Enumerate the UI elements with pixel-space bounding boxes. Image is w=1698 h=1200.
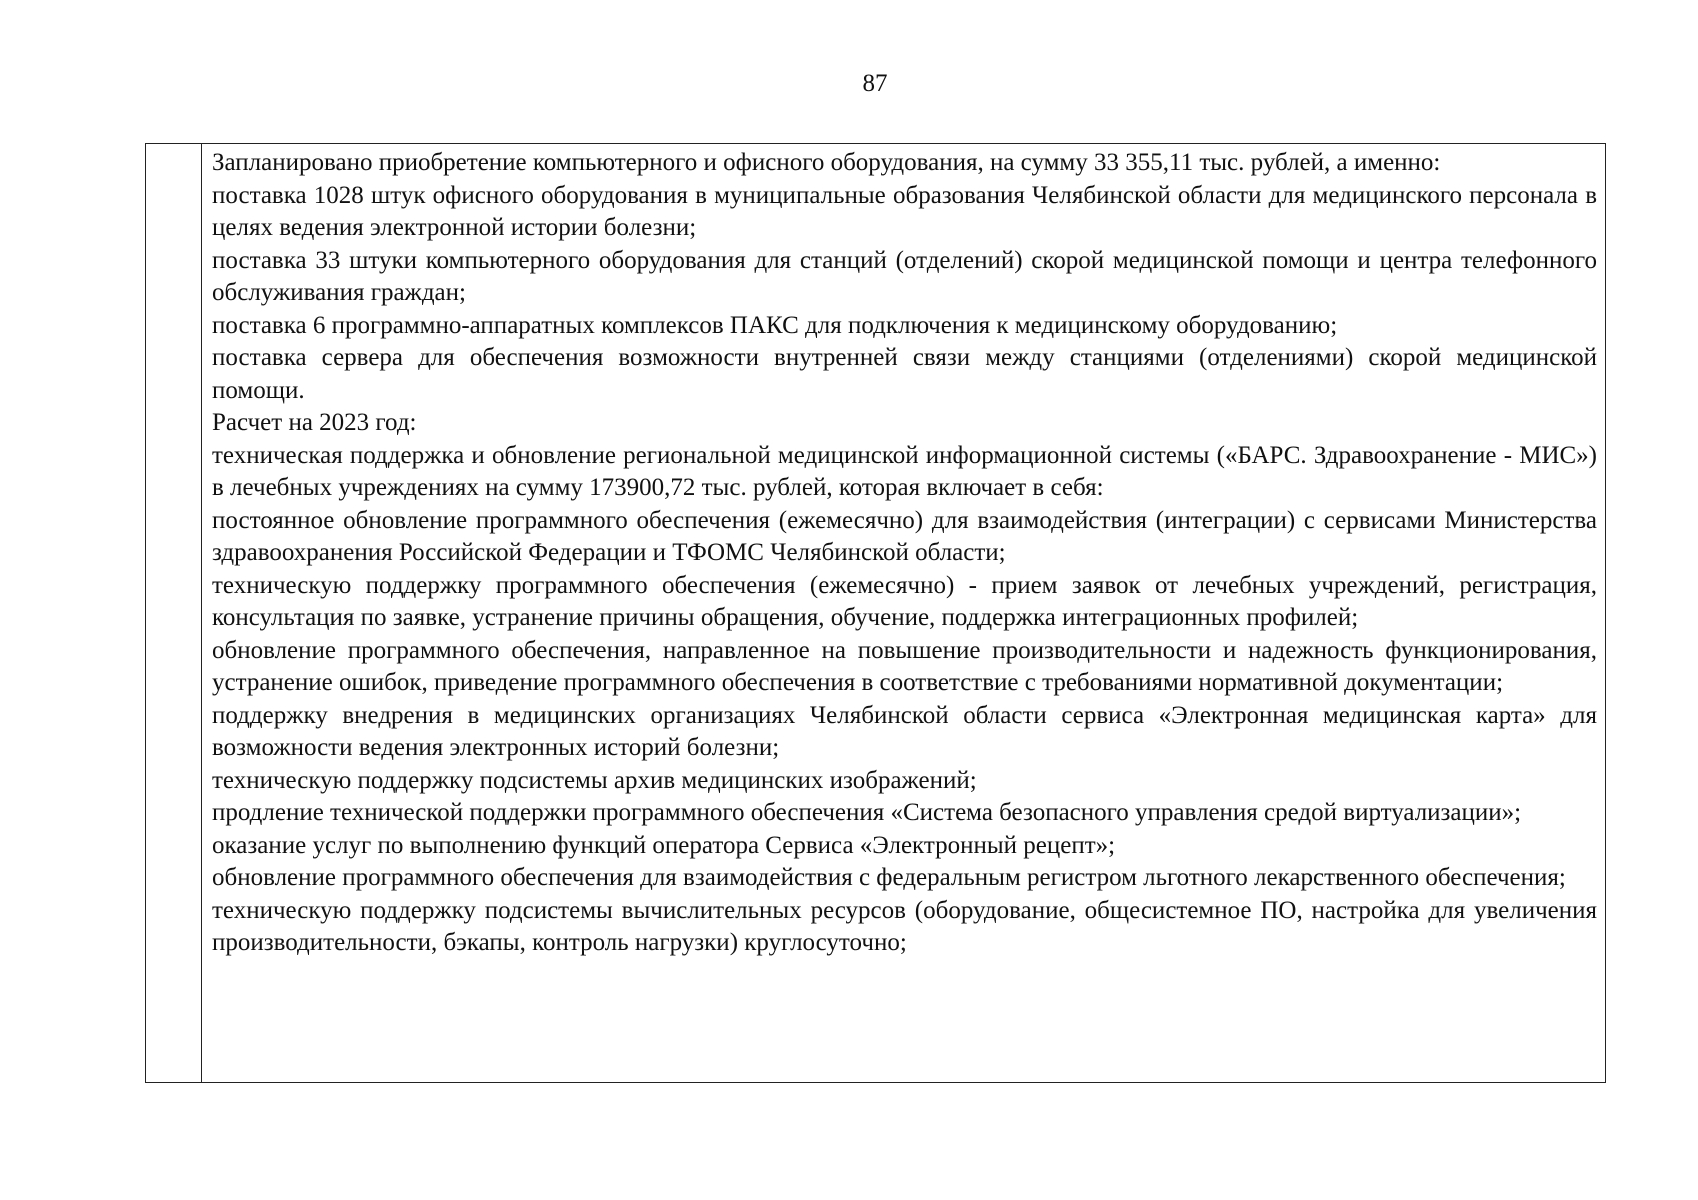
paragraph-computer-equipment: поставка 33 штуки компьютерного оборудования для станций (отделений) скорой медицинской помощи и центра телефонного обслуживания граждан; (212, 246, 1597, 306)
paragraph-performance-update: обновление программного обеспечения, направленное на повышение производительности и надежность функционирования, устранение ошибок, приведение программного обеспечения в соответствие с требованиями нормативной документации; (212, 636, 1597, 696)
paragraph-emk: поддержку внедрения в медицинских организациях Челябинской области сервиса «Электронная медицинская карта» для возможности ведения электронных историй болезни; (212, 701, 1597, 761)
paragraph-calc-2023: Расчет на 2023 год: (212, 409, 417, 436)
paragraph-software-update: постоянное обновление программного обеспечения (ежемесячно) для взаимодействия (интеграции) с сервисами Министерства здравоохранения Российской Федерации и ТФОМС Челябинской области; (212, 506, 1597, 566)
paragraph-computing-resources: техническую поддержку подсистемы вычислительных ресурсов (оборудование, общесистемное ПО, настройка для увеличения производительности, бэкапы, контроль нагрузки) круглосуточно; (212, 896, 1597, 956)
paragraph-office-equipment: поставка 1028 штук офисного оборудования в муниципальные образования Челябинской области для медицинского персонала в целях ведения электронной истории болезни; (212, 181, 1597, 241)
paragraph-federal-register: обновление программного обеспечения для взаимодействия с федеральным регистром льготного лекарственного обеспечения; (212, 864, 1566, 891)
content-table (145, 143, 1606, 1083)
paragraph-server: поставка сервера для обеспечения возможности внутренней связи между станциями (отделениями) скорой медицинской помощи. (212, 344, 1597, 404)
page-number: 87 (862, 70, 888, 97)
paragraph-e-recipe: оказание услуг по выполнению функций оператора Сервиса «Электронный рецепт»; (212, 831, 1116, 859)
paragraph-tech-support: техническую поддержку программного обеспечения (ежемесячно) - прием заявок от лечебных учреждений, регистрация, консультация по заявке, устранение причины обращения, обучение, поддержка интеграционных профилей; (212, 571, 1597, 631)
paragraph-bars-support: техническая поддержка и обновление региональной медицинской информационной системы («БАРС. Здравоохранение - МИС») в лечебных учреждениях на сумму 173900,72 тыс. рублей, которая включает в себя: (212, 441, 1597, 501)
table-text-column (202, 144, 1605, 1082)
paragraph-virtualization: продление технической поддержки программного обеспечения «Система безопасного управления средой виртуализации»; (212, 799, 1522, 826)
paragraph-paks: поставка 6 программно-аппаратных комплексов ПАКС для подключения к медицинскому оборудованию; (212, 311, 1338, 339)
paragraph-equipment-purchase: Запланировано приобретение компьютерного и офисного оборудования, на сумму 33 355,11 тыс. рублей, а именно: (212, 149, 1441, 176)
table-empty-column (146, 144, 202, 1082)
paragraph-image-archive: техническую поддержку подсистемы архив медицинских изображений; (212, 766, 977, 794)
